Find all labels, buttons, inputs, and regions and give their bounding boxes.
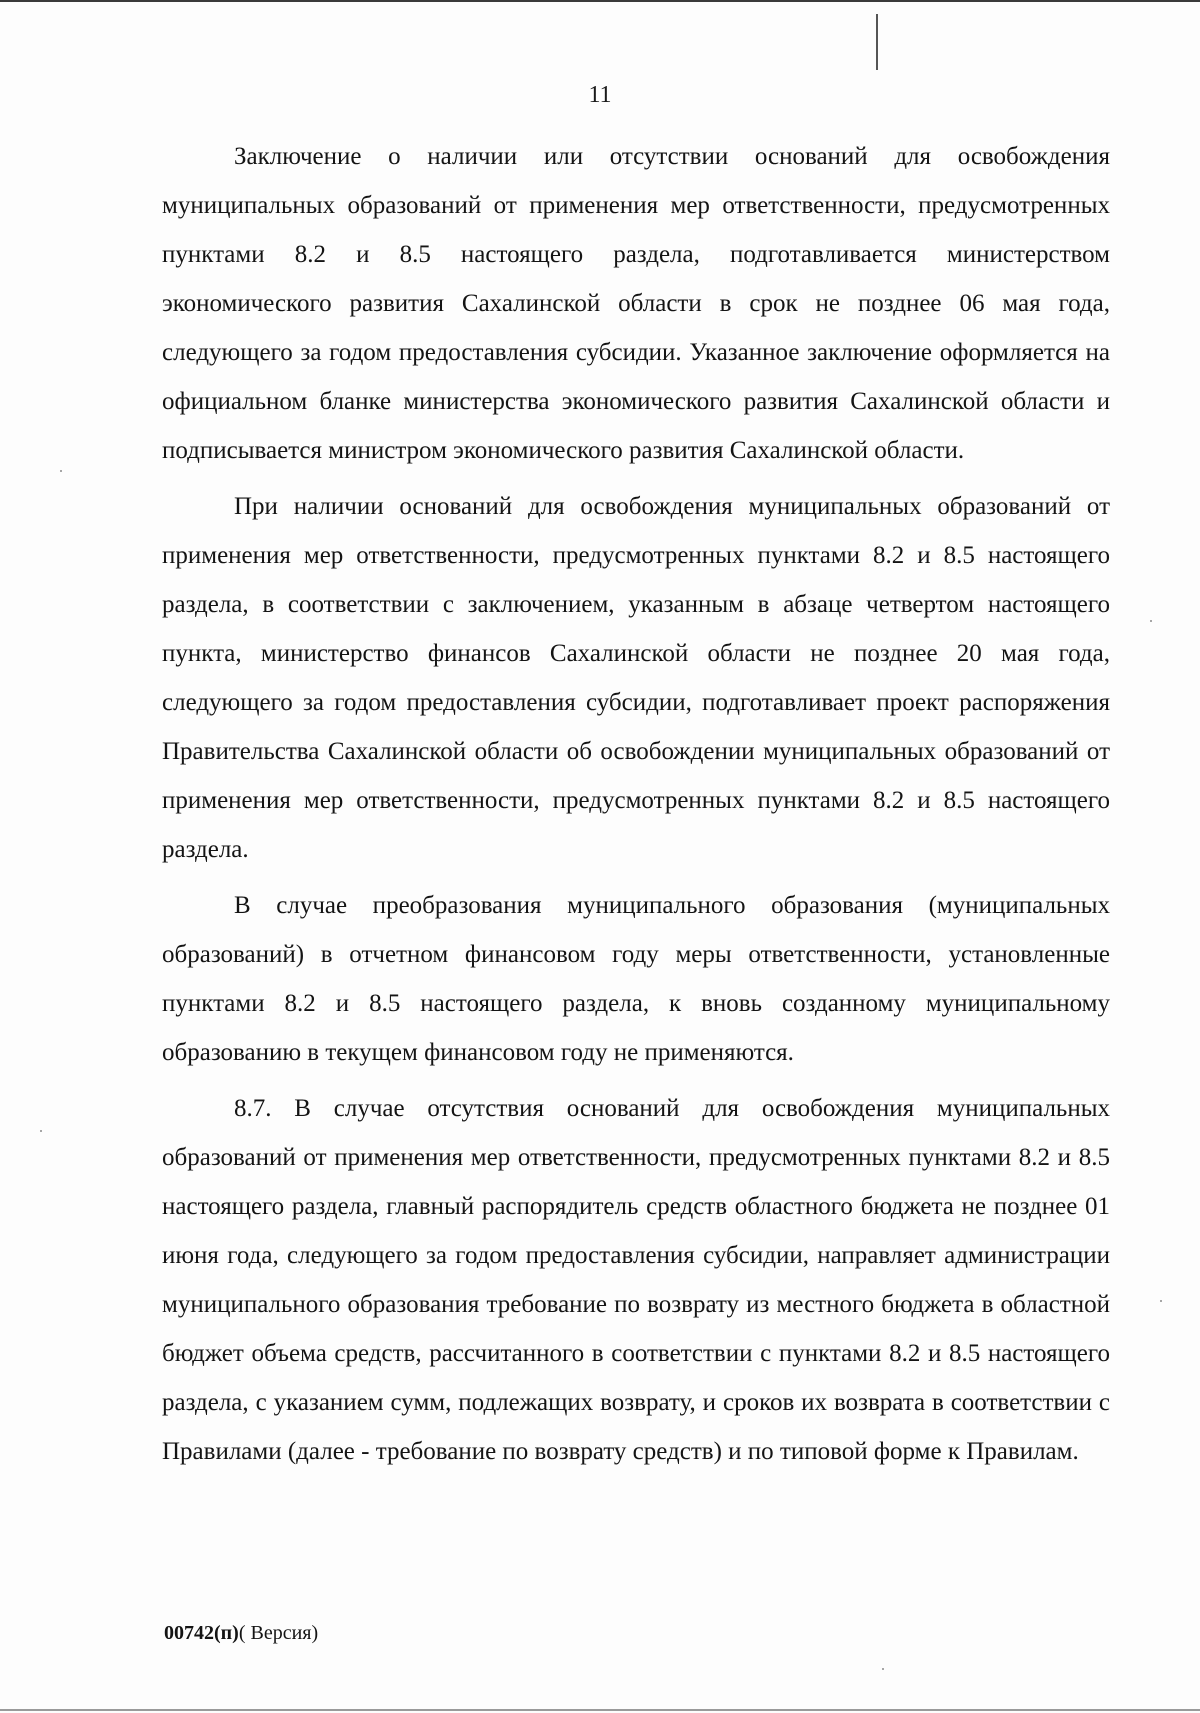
scan-speck [1160,1300,1162,1302]
scan-speck [40,1130,42,1132]
document-version: ( Версия) [238,1622,319,1644]
paragraph-exemption-order: При наличии оснований для освобождения муниципальных образований от применения мер ответственности, предусмотренных пунктами 8.2 и 8.5 настоящего раздела, в соответствии с заключением, указанным в абзаце четвертом настоящего пункта, министерство финансов Сахалинской области не позднее 20 мая года, следующего за годом предоставления субсидии, подготавливает проект распоряжения Правительства Сахалинской области об освобождении муниципальных образований от применения мер ответственности, предусмотренных пунктами 8.2 и 8.5 настоящего раздела. [162,493,1110,863]
scan-speck [1150,620,1152,622]
page-number: 11 [588,82,612,108]
document-code: 00742(п) [164,1622,239,1644]
scan-speck [60,470,62,472]
paragraph-municipal-transformation: В случае преобразования муниципального образования (муниципальных образований) в отчетном финансовом году меры ответственности, установленные пунктами 8.2 и 8.5 настоящего раздела, к вновь созданному муниципальному образованию в текущем финансовом году не применяются. [162,892,1110,1066]
scan-artifact-mark [876,14,878,70]
paragraph-8-7-refund-requirement: 8.7. В случае отсутствия оснований для освобождения муниципальных образований от применения мер ответственности, предусмотренных пунктами 8.2 и 8.5 настоящего раздела, главный распорядитель средств областного бюджета не позднее 01 июня года, следующего за годом предоставления субсидии, направляет администрации муниципального образования требование по возврату из местного бюджета в областной бюджет объема средств, рассчитанного в соответствии с пунктами 8.2 и 8.5 настоящего раздела, с указанием сумм, подлежащих возврату, и сроков их возврата в соответствии с Правилами (далее - требование по возврату средств) и по типовой форме к Правилам. [162,1095,1110,1465]
scan-speck [882,1668,884,1670]
scan-edge-bottom [0,1709,1200,1711]
paragraph-conclusion: Заключение о наличии или отсутствии оснований для освобождения муниципальных образований от применения мер ответственности, предусмотренных пунктами 8.2 и 8.5 настоящего раздела, подготавливается министерством экономического развития Сахалинской области в срок не позднее 06 мая года, следующего за годом предоставления субсидии. Указанное заключение оформляется на официальном бланке министерства экономического развития Сахалинской области и подписывается министром экономического развития Сахалинской области. [162,143,1110,464]
document-footer [164,1622,318,1645]
scan-edge-top [0,0,1200,2]
document-body [162,132,1110,1483]
